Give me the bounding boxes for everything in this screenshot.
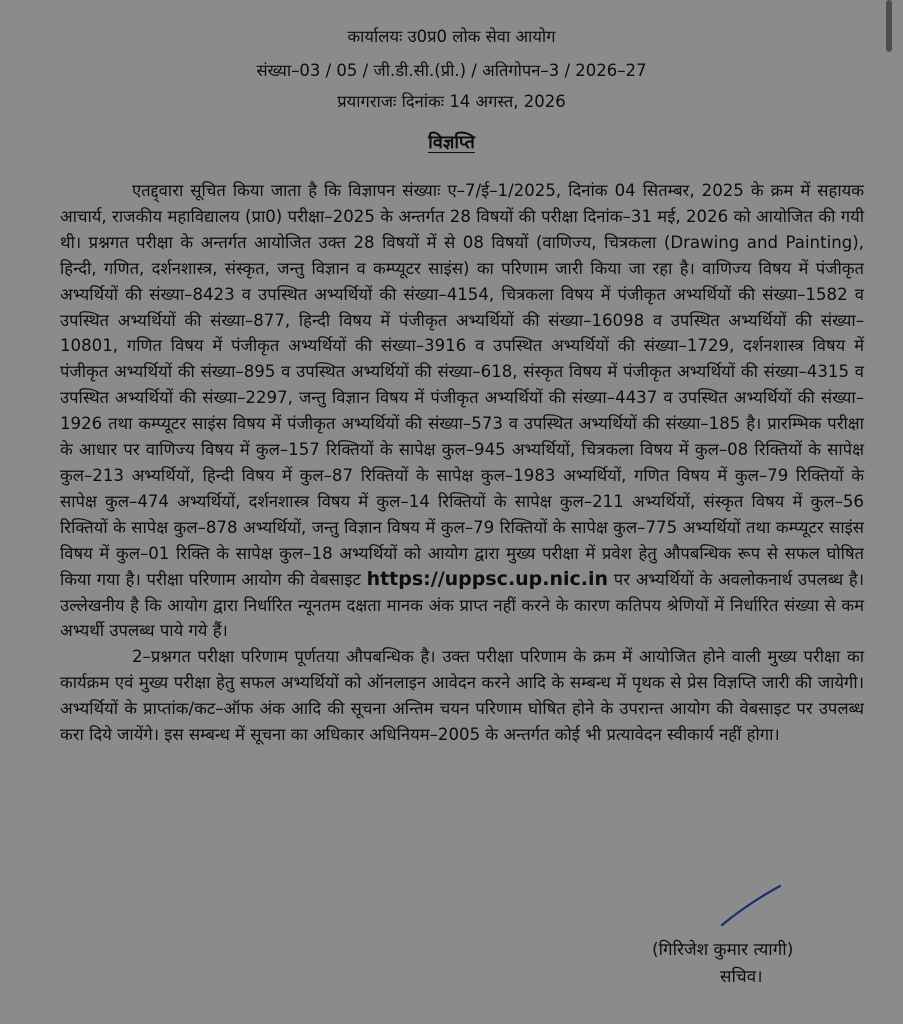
paragraph-1-tail: पर अभ्यर्थियों के अवलोकनार्थ उपलब्ध है। उल्लेखनीय है कि आयोग द्वारा निर्धारित न्यूनतम दक्षता मानक अंक प्राप्त नहीं करने के कारण कतिपय श्रेणियों में निर्धारित संख्या से कम अभ्यर्थी उपलब्ध पाये गये हैं। xyxy=(60,569,864,641)
notice-title-text: विज्ञप्ति xyxy=(428,132,475,153)
signatory-name: (गिरिजेश कुमार त्यागी) xyxy=(652,940,794,960)
office-name: कार्यालयः उ0प्र0 लोक सेवा आयोग xyxy=(347,27,556,46)
paragraph-2: 2–प्रश्नगत परीक्षा परिणाम पूर्णतया औपबन्धिक है। उक्त परीक्षा परिणाम के क्रम में आयोजित होने वाली मुख्य परीक्षा का कार्यक्रम एवं मुख्य परीक्षा हेतु सफल अभ्यर्थियों को ऑनलाइन आवेदन करने आदि के सम्बन्ध में पृथक से प्रेस विज्ञप्ति जारी की जायेगी। अभ्यर्थियों के प्राप्तांक/कट–ऑफ अंक आदि की सूचना अन्तिम चयन परिणाम घोषित होने के उपरान्त आयोग की वेबसाइट पर उपलब्ध करा दिये जायेंगे। इस सम्बन्ध में सूचना का अधिकार अधिनियम–2005 के अन्तर्गत कोई भी प्रत्यावेदन स्वीकार्य नहीं होगा। xyxy=(60,647,864,745)
reference-number: संख्या–03 / 05 / जी.डी.सी.(प्री.) / अतिगोपन–3 / 2026–27 xyxy=(256,61,647,80)
website-link[interactable]: https://uppsc.up.nic.in xyxy=(366,567,609,590)
paragraph-1-text: एतद्द्वारा सूचित किया जाता है कि विज्ञापन संख्याः ए–7/ई–1/2025, दिनांक 04 सितम्बर, 2025 के क्रम में सहायक आचार्य, राजकीय महाविद्यालय (प्रा0) परीक्षा–2025 के अन्तर्गत 28 विषयों की परीक्षा दिनांक–31 मई, 2026 को आयोजित की गयी थी। प्रश्नगत परीक्षा के अन्तर्गत आयोजित उक्त 28 विषयों में से 08 विषयों (वाणिज्य, चित्रकला (Drawing and Painting), हिन्दी, गणित, दर्शनशास्त्र, संस्कृत, जन्तु विज्ञान व कम्प्यूटर साइंस) का परिणाम जारी किया जा रहा है। वाणिज्य विषय में पंजीकृत अभ्यर्थियों की संख्या–8423 व उपस्थित अभ्यर्थियों की संख्या–4154, चित्रकला विषय में पंजीकृत अभ्यर्थियों की संख्या–1582 व उपस्थित अभ्यर्थियों की संख्या–877, हिन्दी विषय में पंजीकृत अभ्यर्थियों की संख्या–16098 व उपस्थित अभ्यर्थियों की संख्या–10801, गणित विषय में पंजीकृत अभ्यर्थियों की संख्या–3916 व उपस्थित अभ्यर्थियों की संख्या–1729, दर्शनशास्त्र विषय में पंजीकृत अभ्यर्थियों की संख्या–895 व उपस्थित अभ्यर्थियों की संख्या–618, संस्कृत विषय में पंजीकृत अभ्यर्थियों की संख्या–4315 व उपस्थित अभ्यर्थियों की संख्या–2297, जन्तु विज्ञान विषय में पंजीकृत अभ्यर्थियों की संख्या–4437 व उपस्थित अभ्यर्थियों की संख्या–1926 तथा कम्प्यूटर साइंस विषय में पंजीकृत अभ्यर्थियों की संख्या–573 व उपस्थित अभ्यर्थियों की संख्या–185 है। प्रारम्भिक परीक्षा के आधार पर वाणिज्य विषय में कुल–157 रिक्तियों के सापेक्ष कुल–945 अभ्यर्थियों, चित्रकला विषय में कुल–08 रिक्तियों के सापेक्ष कुल–213 अभ्यर्थियों, हिन्दी विषय में कुल–87 रिक्तियों के सापेक्ष कुल–1983 अभ्यर्थियों, गणित विषय में कुल–79 रिक्तियों के सापेक्ष कुल–474 अभ्यर्थियों, दर्शनशास्त्र विषय में कुल–14 रिक्तियों के सापेक्ष कुल–211 अभ्यर्थियों, संस्कृत विषय में कुल–56 रिक्तियों के सापेक्ष कुल–878 अभ्यर्थियों, जन्तु विज्ञान विषय में कुल–79 रिक्तियों के सापेक्ष कुल–775 अभ्यर्थियों तथा कम्प्यूटर साइंस विषय में कुल–01 रिक्ति के सापेक्ष कुल–18 अभ्यर्थियों को आयोग द्वारा मुख्य परीक्षा में प्रवेश हेतु औपबन्धिक रूप से सफल घोषित किया गया है। परीक्षा परिणाम आयोग की वेबसाइट xyxy=(60,181,864,589)
place-date: प्रयागराजः दिनांकः 14 अगस्त, 2026 xyxy=(337,92,566,111)
signatory-designation: सचिव। xyxy=(720,967,763,987)
